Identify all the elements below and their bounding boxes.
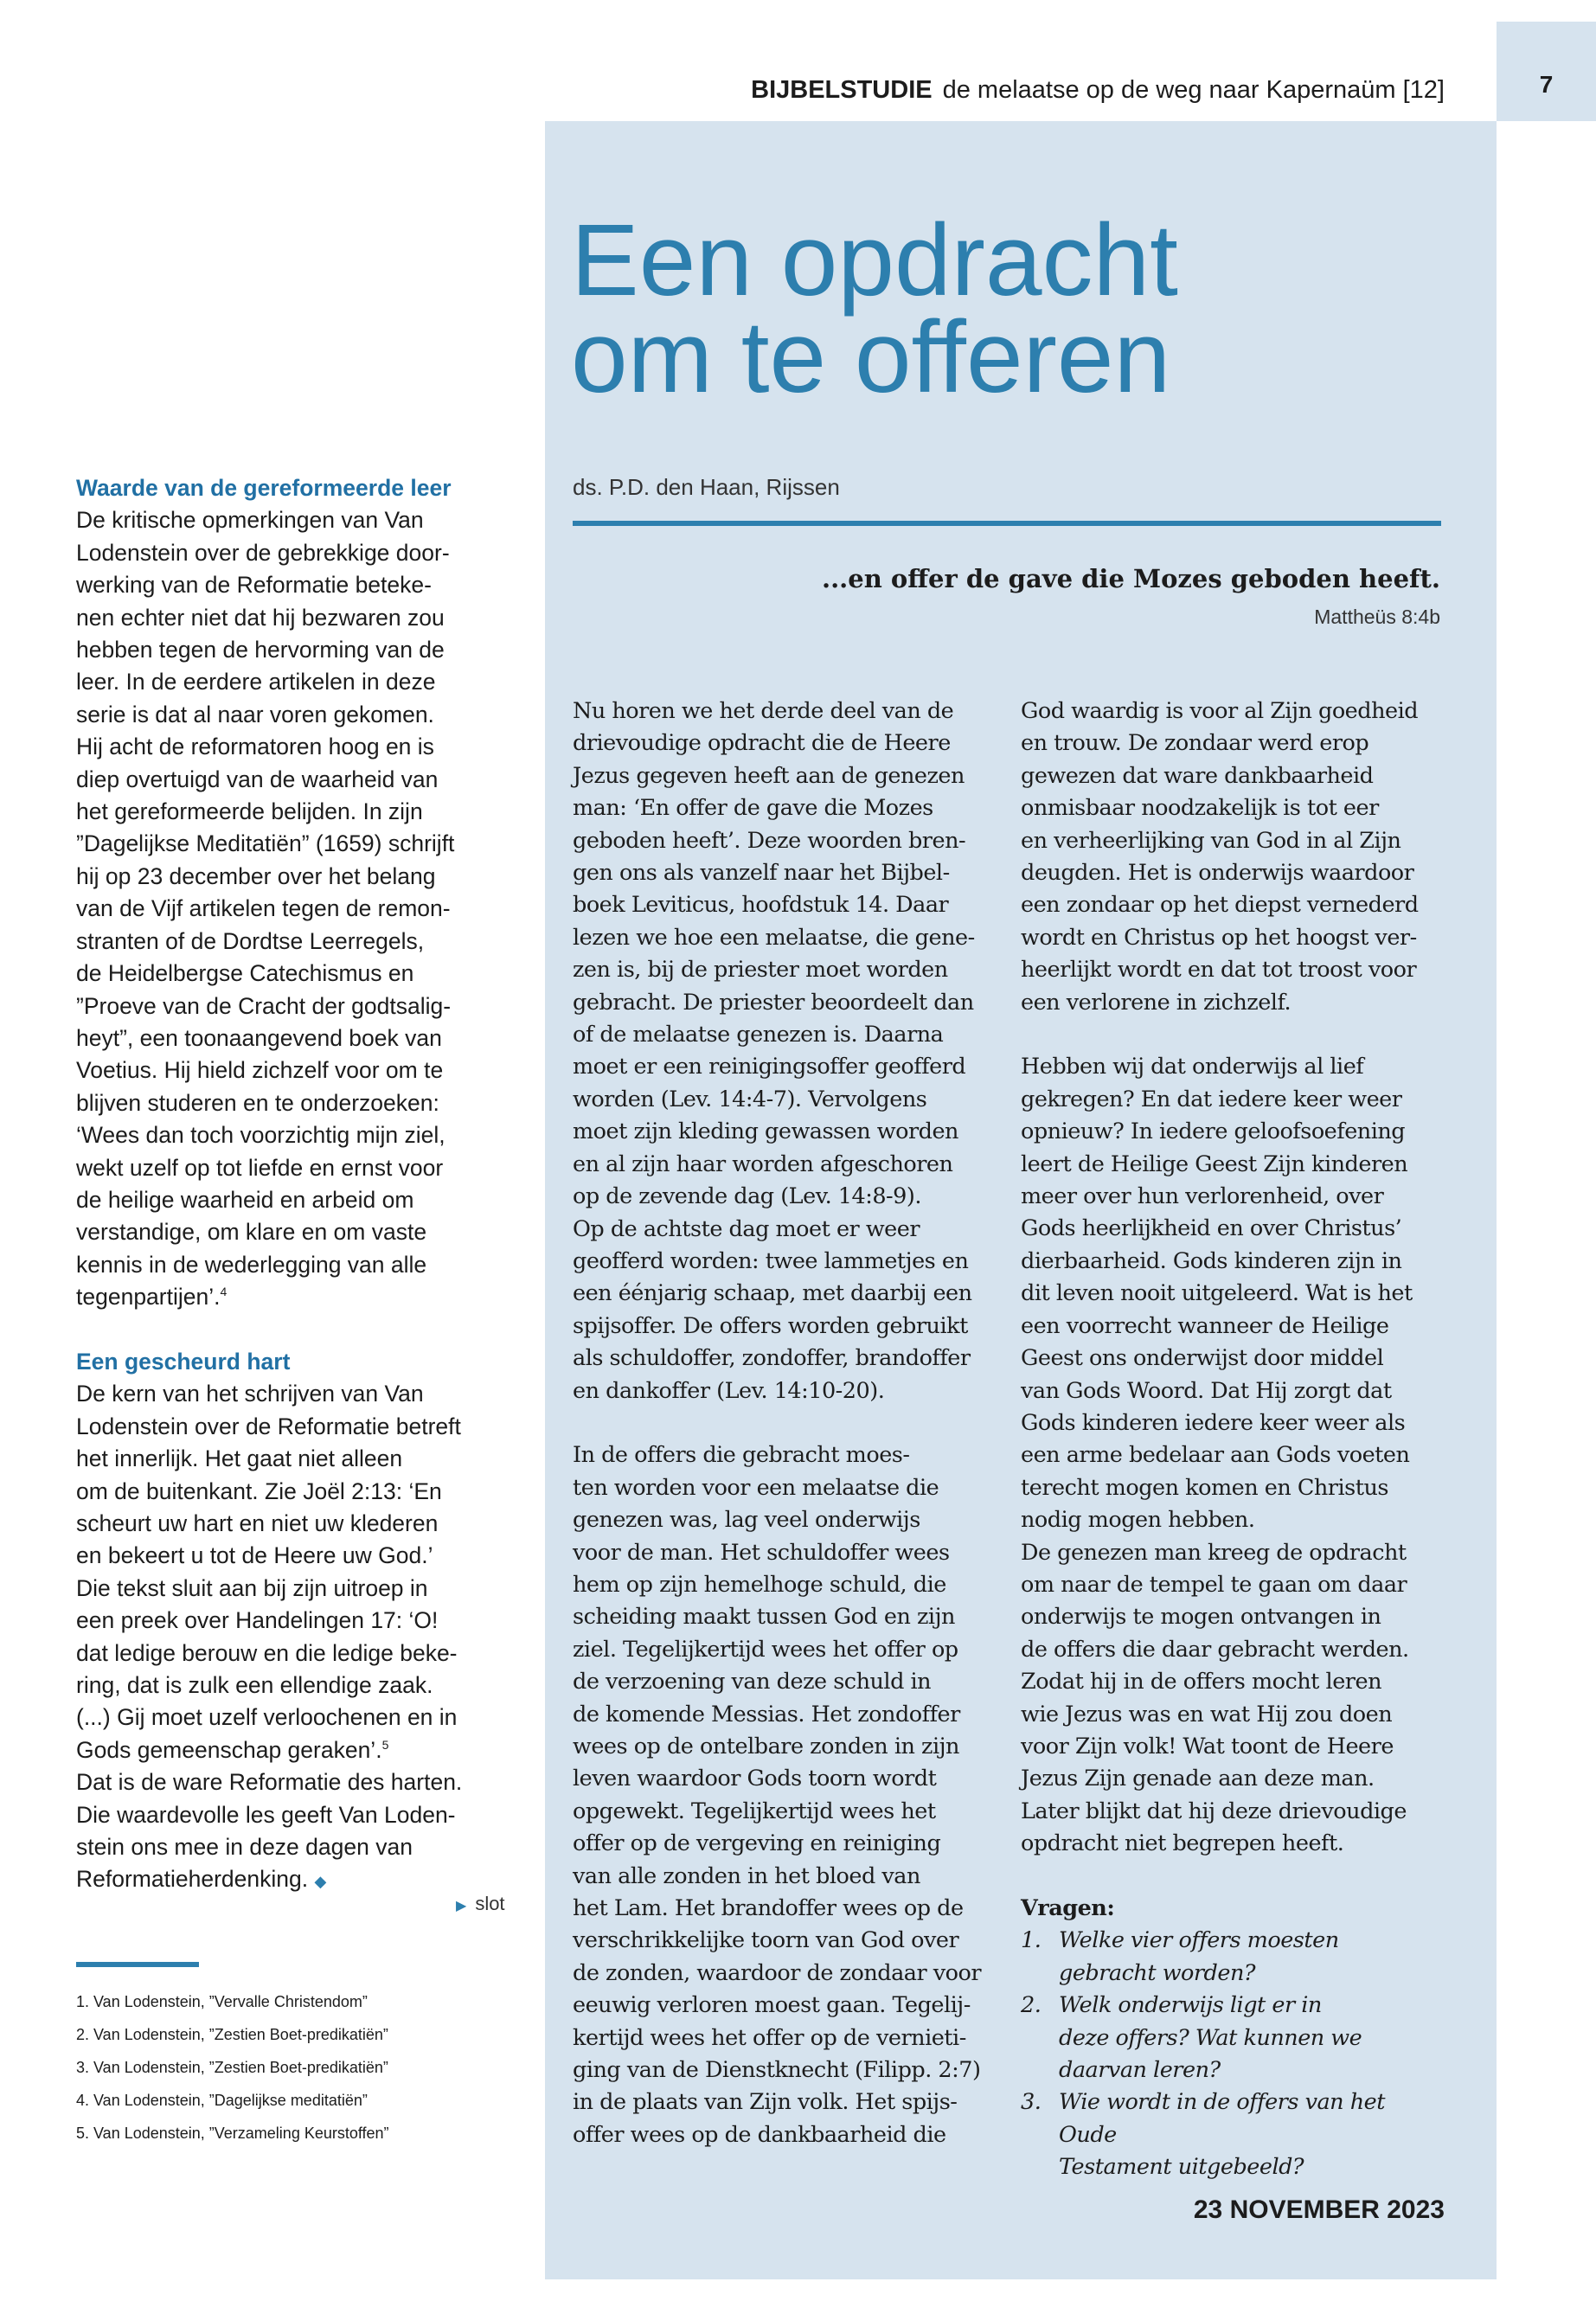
subheading-reformed-doctrine: Waarde van de gereformeerde leer	[76, 475, 452, 501]
right-paragraph-2: Hebben wij dat onderwijs al lief gekregen? En dat iedere keer weer opnieuw? In iedere geloofsoefening leert de Heilige Geest Zijn kinderen meer over hun verlorenheid, over Gods heerlijkheid en over Christus’ dierbaarheid. Gods kinderen zijn in dit leven nooit uitgeleerd. Wat is het een voorrecht wanneer de Heilige Geest ons onderwijst door middel van Gods Woord. Dat Hij zorgt dat Gods kinderen iedere keer weer als een arme bedelaar aan Gods voeten terecht mogen komen en Christus nodig mogen hebben. De genezen man kreeg de opdracht om naar de tempel te gaan om daar onderwijs te mogen ontvangen in de offers die daar gebracht werden. Zodat hij in de offers mocht leren wie Jezus was en wat Hij zou doen voor Zijn volk! Wat toont de Heere Jezus Zijn genade aan deze man. Later blijkt dat hij deze drievoudige opdracht niet begrepen heeft.	[1021, 1054, 1413, 1857]
right-column	[1021, 695, 1440, 2184]
footnote-rule	[76, 1962, 199, 1967]
footnote-1: 1. Van Lodenstein, ”Vervalle Christendom”	[76, 1993, 368, 2010]
running-header	[751, 76, 1445, 105]
author-byline: ds. P.D. den Haan, Rijssen	[573, 474, 840, 500]
middle-column	[573, 695, 992, 2151]
list-item: 1. Welke vier offers moesten gebracht worden?	[1021, 1927, 1339, 1986]
title-line-2: om te offeren	[571, 300, 1171, 414]
footnote-2: 2. Van Lodenstein, ”Zestien Boet-predikatiën”	[76, 2026, 388, 2043]
questions-list	[1021, 1925, 1440, 2183]
list-item: 2. Welk onderwijs ligt er in deze offers? Wat kunnen we daarvan leren?	[1021, 1992, 1362, 2084]
end-diamond-icon: ◆	[314, 1873, 327, 1891]
bible-quote: ...en offer de gave die Mozes geboden heeft.	[821, 564, 1440, 593]
footnote-5: 5. Van Lodenstein, ”Verzameling Keurstoffen”	[76, 2125, 389, 2142]
spacer	[573, 1407, 992, 1439]
questions-heading: Vragen:	[1021, 1895, 1115, 1921]
title-line-1: Een opdracht	[571, 203, 1178, 317]
issue-date: 23 NOVEMBER 2023	[1193, 2195, 1445, 2224]
middle-paragraph-2: In de offers die gebracht moes- ten worden voor een melaatse die genezen was, lag veel onderwijs voor de man. Het schuldoffer wees hem op zijn hemelhoge schuld, die scheiding maakt tussen God en zijn ziel. Tegelijkertijd wees het offer op de verzoening van deze schuld in de komende Messias. Het zondoffer wees op de ontelbare zonden in zijn leven waardoor Gods toorn wordt opgewekt. Tegelijkertijd wees het offer op de vergeving en reiniging van alle zonden in het bloed van het Lam. Het brandoffer wees op de verschrikkelijke toorn van God over de zonden, waardoor de zondaar voor eeuwig verloren moest gaan. Tegelij- kertijd wees het offer op de vernieti- ging van de Dienstknecht (Filipp. 2:7) in de plaats van Zijn volk. Het spijs- offer wees op de dankbaarheid die	[573, 1442, 982, 2148]
section-label: BIJBELSTUDIE	[751, 76, 933, 104]
footnote-ref-4: 4	[220, 1285, 228, 1299]
article-title	[571, 203, 1178, 414]
series-title: de melaatse op de weg naar Kapernaüm [12]	[942, 76, 1445, 104]
middle-paragraph-1: Nu horen we het derde deel van de drievoudige opdracht die de Heere Jezus gegeven heeft aan de genezen man: ‘En offer de gave die Mozes geboden heeft’. Deze woorden bren- gen ons als vanzelf naar het Bijbel- boek Leviticus, hoofdstuk 14. Daar lezen we hoe een melaatse, die gene- zen is, bij de priester moet worden gebracht. De priester beoordeelt dan of de melaatse genezen is. Daarna moet er een reinigingsoffer geofferd worden (Lev. 14:4-7). Vervolgens moet zijn kleding gewassen worden en al zijn haar worden afgeschoren op de zevende dag (Lev. 14:8-9). Op de achtste dag moet er weer geofferd worden: twee lammetjes en een éénjarig schaap, met daarbij een spijsoffer. De offers worden gebruikt als schuldoffer, zondoffer, brandoffer en dankoffer (Lev. 14:10-20).	[573, 698, 975, 1404]
left-paragraph-3: Dat is de ware Reformatie des harten. Die waardevolle les geeft Van Loden- stein ons mee in deze dagen van Reformatieherdenking. ◆	[76, 1769, 463, 1893]
slot-marker: ▶ slot	[456, 1893, 505, 1914]
footnotes	[76, 1985, 526, 2150]
footnote-3: 3. Van Lodenstein, ”Zestien Boet-predikatiën”	[76, 2059, 388, 2076]
right-paragraph-1: God waardig is voor al Zijn goedheid en trouw. De zondaar werd erop gewezen dat ware dankbaarheid onmisbaar noodzakelijk is tot eer en verheerlijking van God in al Zijn deugden. Het is onderwijs waardoor een zondaar op het diepst vernederd wordt en Christus op het hoogst ver- heerlijkt wordt en dat tot troost voor een verlorene in zichzelf.	[1021, 698, 1419, 1016]
left-paragraph-1: De kritische opmerkingen van Van Lodenstein over de gebrekkige door- werking van de Reformatie beteke- nen echter niet dat hij bezwaren zou hebben tegen de hervorming van de leer. In de eerdere artikelen in deze serie is dat al naar voren gekomen. Hij acht de reformatoren hoog en is diep overtuigd van de waarheid van het gereformeerde belijden. In zijn ”Dagelijkse Meditatiën” (1659) schrijft hij op 23 december over het belang van de Vijf artikelen tegen de remon- stranten of de Dordtse Leerregels, de Heidelbergse Catechismus en ”Proeve van de Cracht der godtsalig- heyt”, een toonaangevend boek van Voetius. Hij hield zichzelf voor om te blijven studeren en te onderzoeken: ‘Wees dan toch voorzichtig mijn ziel, wekt uzelf op tot liefde en ernst voor de heilige waarheid en arbeid om verstandige, om klare en om vaste kennis in de wederlegging van alle tegenpartijen’.$^4$	[76, 507, 455, 1311]
left-paragraph-2: De kern van het schrijven van Van Lodenstein over de Reformatie betreft het innerlijk. Het gaat niet alleen om de buitenkant. Zie Joël 2:13: ‘En scheurt uw hart en niet uw klederen en bekeert u tot de Heere uw God.’ Die tekst sluit aan bij zijn uitroep in een preek over Handelingen 17: ‘O! dat ledige berouw en die ledige beke- ring, dat is zulk een ellendige zaak. (...) Gij moet uzelf verloochenen en in Gods gemeenschap geraken’.$^5$	[76, 1381, 461, 1763]
triangle-right-icon: ▶	[456, 1899, 467, 1913]
footnote-4: 4. Van Lodenstein, ”Dagelijkse meditatiën”	[76, 2092, 368, 2109]
left-column	[76, 472, 509, 1899]
list-item: 3. Wie wordt in de offers van het Oude Testament uitgebeeld?	[1021, 2089, 1385, 2181]
subheading-torn-heart: Een gescheurd hart	[76, 1348, 291, 1375]
divider-rule	[573, 521, 1441, 526]
spacer	[76, 1314, 509, 1346]
spacer	[1021, 1019, 1440, 1051]
quote-reference: Mattheüs 8:4b	[1314, 606, 1440, 628]
page-number: 7	[1539, 71, 1554, 98]
footnote-ref-5: 5	[381, 1738, 389, 1752]
spacer	[1021, 1861, 1440, 1893]
